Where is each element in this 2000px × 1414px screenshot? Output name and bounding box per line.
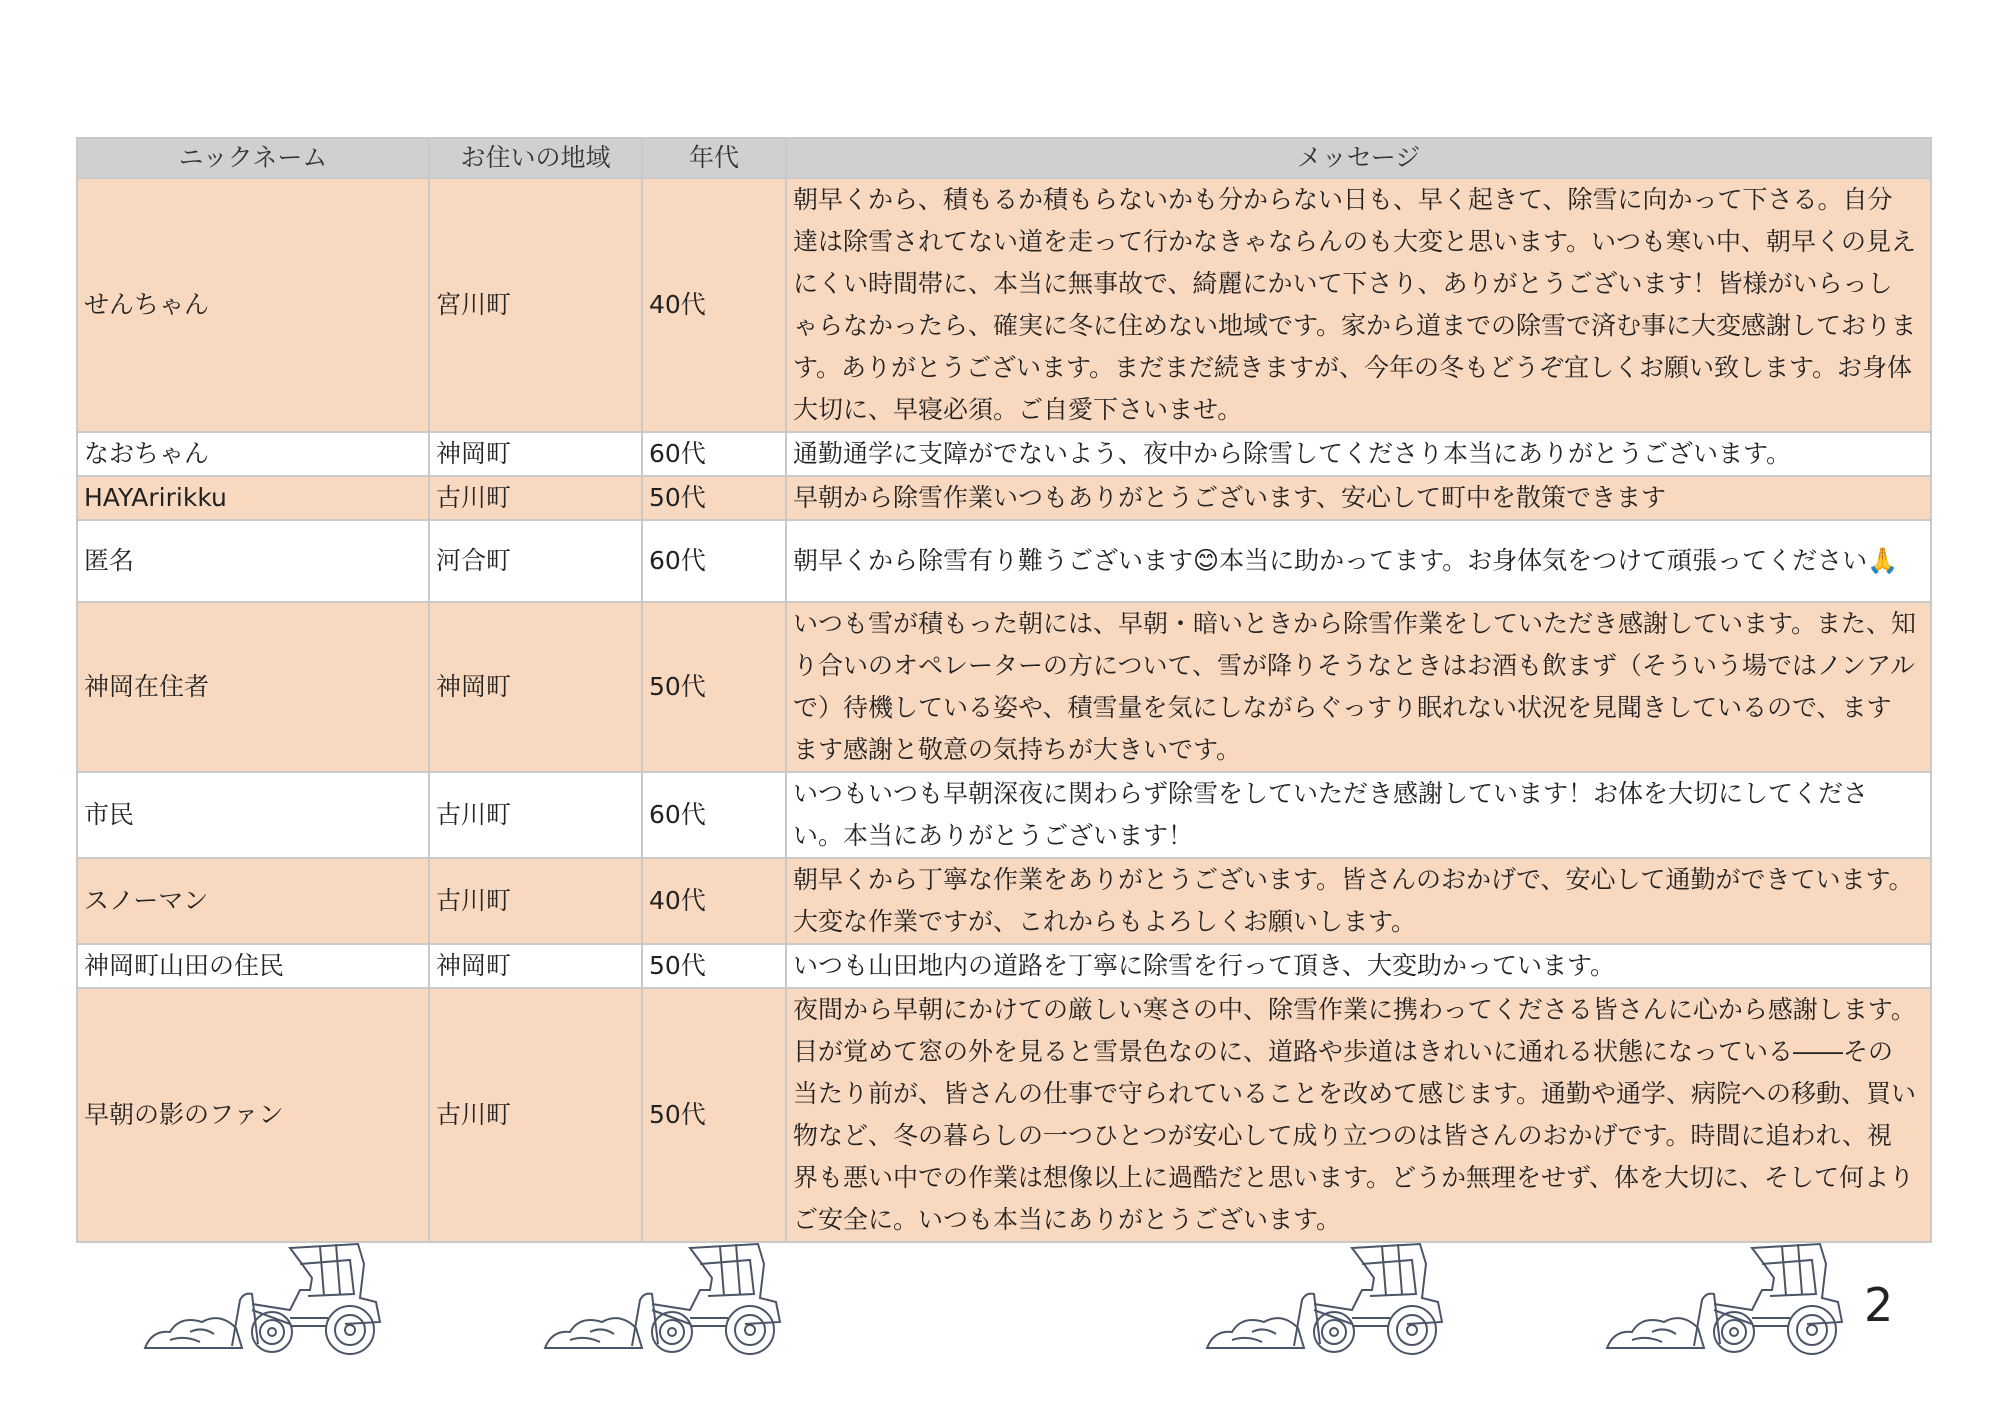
table-row: [77, 178, 1931, 432]
header-nickname: ニックネーム: [77, 138, 429, 178]
bulldozer-illustration: [1202, 1240, 1452, 1360]
table-header-row: [77, 138, 1931, 178]
cell-message: 朝早くから除雪有り難うございます😊本当に助かってます。お身体気をつけて頑張ってください🙏: [786, 520, 1931, 602]
cell-nickname: スノーマン: [77, 858, 429, 944]
table-row: [77, 602, 1931, 772]
header-age: 年代: [642, 138, 786, 178]
table-row: [77, 988, 1931, 1242]
cell-age: 60代: [642, 432, 786, 476]
cell-nickname: 市民: [77, 772, 429, 858]
cell-area: 宮川町: [429, 178, 642, 432]
cell-nickname: HAYAririkku: [77, 476, 429, 520]
cell-message: 通勤通学に支障がでないよう、夜中から除雪してくださり本当にありがとうございます。: [786, 432, 1931, 476]
page-number: 2: [1864, 1278, 1894, 1332]
cell-message: 早朝から除雪作業いつもありがとうございます、安心して町中を散策できます: [786, 476, 1931, 520]
table-row: [77, 772, 1931, 858]
header-message: メッセージ: [786, 138, 1931, 178]
cell-message: 夜間から早朝にかけての厳しい寒さの中、除雪作業に携わってくださる皆さんに心から感謝します。目が覚めて窓の外を見ると雪景色なのに、道路や歩道はきれいに通れる状態になっている――その当たり前が、皆さんの仕事で守られていることを改めて感じます。通勤や通学、病院への移動、買い物など、冬の暮らしの一つひとつが安心して成り立つのは皆さんのおかげです。時間に追われ、視界も悪い中での作業は想像以上に過酷だと思います。どうか無理をせず、体を大切に、そして何よりご安全に。いつも本当にありがとうございます。: [786, 988, 1931, 1242]
cell-age: 50代: [642, 944, 786, 988]
cell-message: いつも雪が積もった朝には、早朝・暗いときから除雪作業をしていただき感謝しています。また、知り合いのオペレーターの方について、雪が降りそうなときはお酒も飲まず（そういう場ではノンアルで）待機している姿や、積雪量を気にしながらぐっすり眠れない状況を見聞きしているので、ますます感謝と敬意の気持ちが大きいです。: [786, 602, 1931, 772]
cell-area: 神岡町: [429, 432, 642, 476]
table-row: [77, 520, 1931, 602]
cell-nickname: 神岡町山田の住民: [77, 944, 429, 988]
bulldozer-illustration: [1602, 1240, 1852, 1360]
cell-message: 朝早くから、積もるか積もらないかも分からない日も、早く起きて、除雪に向かって下さる。自分達は除雪されてない道を走って行かなきゃならんのも大変と思います。いつも寒い中、朝早くの見えにくい時間帯に、本当に無事故で、綺麗にかいて下さり、ありがとうございます！皆様がいらっしゃらなかったら、確実に冬に住めない地域です。家から道までの除雪で済む事に大変感謝しております。ありがとうございます。まだまだ続きますが、今年の冬もどうぞ宜しくお願い致します。お身体大切に、早寝必須。ご自愛下さいませ。: [786, 178, 1931, 432]
cell-nickname: 匿名: [77, 520, 429, 602]
bulldozer-illustration: [140, 1240, 390, 1360]
cell-nickname: 早朝の影のファン: [77, 988, 429, 1242]
cell-age: 60代: [642, 520, 786, 602]
cell-nickname: 神岡在住者: [77, 602, 429, 772]
cell-age: 40代: [642, 858, 786, 944]
cell-area: 河合町: [429, 520, 642, 602]
cell-area: 古川町: [429, 988, 642, 1242]
cell-area: 神岡町: [429, 602, 642, 772]
cell-nickname: なおちゃん: [77, 432, 429, 476]
header-area: お住いの地域: [429, 138, 642, 178]
cell-area: 古川町: [429, 858, 642, 944]
bulldozer-illustration: [540, 1240, 790, 1360]
cell-age: 60代: [642, 772, 786, 858]
table-row: [77, 944, 1931, 988]
cell-nickname: せんちゃん: [77, 178, 429, 432]
cell-message: 朝早くから丁寧な作業をありがとうございます。皆さんのおかげで、安心して通勤ができています。大変な作業ですが、これからもよろしくお願いします。: [786, 858, 1931, 944]
cell-age: 50代: [642, 988, 786, 1242]
cell-area: 古川町: [429, 476, 642, 520]
cell-age: 40代: [642, 178, 786, 432]
cell-age: 50代: [642, 476, 786, 520]
messages-table: [76, 137, 1932, 1243]
table-row: [77, 476, 1931, 520]
cell-message: いつも山田地内の道路を丁寧に除雪を行って頂き、大変助かっています。: [786, 944, 1931, 988]
cell-area: 古川町: [429, 772, 642, 858]
cell-area: 神岡町: [429, 944, 642, 988]
table-row: [77, 858, 1931, 944]
table-row: [77, 432, 1931, 476]
cell-message: いつもいつも早朝深夜に関わらず除雪をしていただき感謝しています！お体を大切にしてください。本当にありがとうございます！: [786, 772, 1931, 858]
cell-age: 50代: [642, 602, 786, 772]
